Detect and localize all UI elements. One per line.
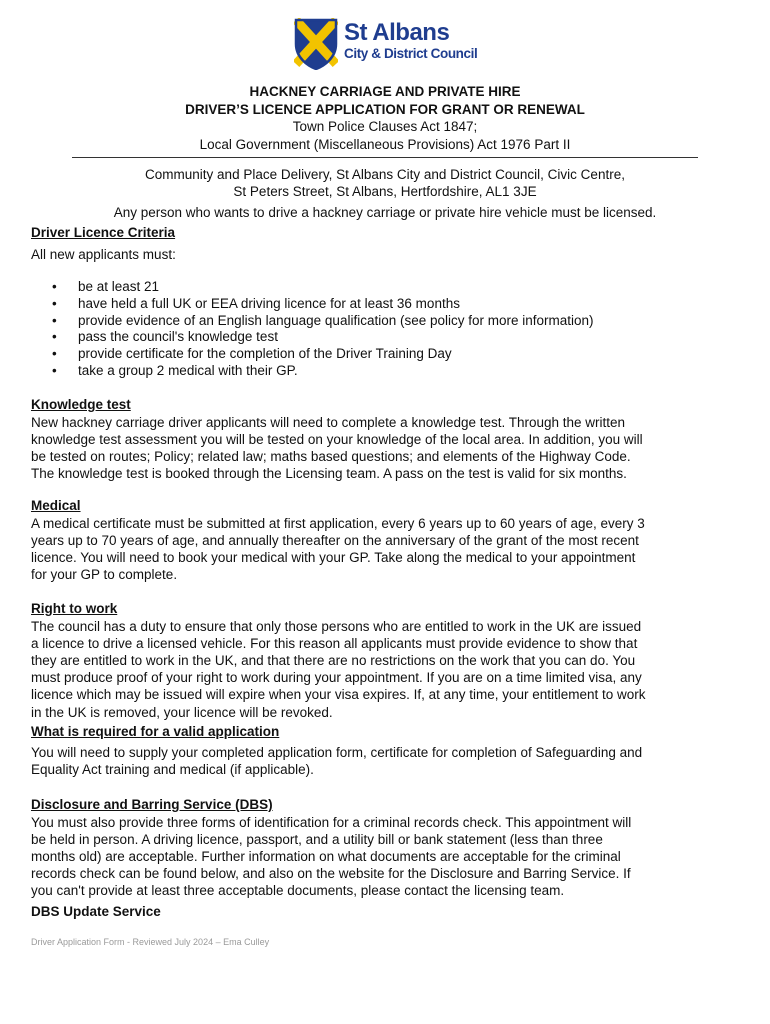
list-item bbox=[52, 312, 594, 330]
dbs-line: You must also provide three forms of identification for a criminal records check. This appointment will bbox=[31, 814, 632, 830]
bullet-icon: • bbox=[52, 312, 57, 328]
list-item bbox=[52, 346, 594, 363]
council-logo bbox=[294, 18, 484, 70]
logo-name: St Albans bbox=[344, 19, 450, 46]
dbs-line: months old) are acceptable. Further information on what documents are acceptable for the criminal bbox=[31, 848, 621, 864]
medical-line: for your GP to complete. bbox=[31, 567, 178, 583]
list-item-text: provide evidence of an English language qualification (see policy for more information) bbox=[78, 312, 594, 328]
criteria-lead: All new applicants must: bbox=[31, 247, 176, 262]
list-item bbox=[52, 362, 594, 380]
dbs-update-heading: DBS Update Service bbox=[31, 904, 161, 919]
right-to-work-line: licence which may be issued will expire when your visa expires. If, at any time, your entitlement to work bbox=[31, 687, 646, 703]
medical-line: licence. You will need to book your medical with your GP. Take along the medical to your appointment bbox=[31, 549, 636, 565]
right-to-work-line: The council has a duty to ensure that only those persons who are entitled to work in the UK are issued bbox=[31, 618, 642, 634]
bullet-icon: • bbox=[52, 279, 57, 294]
dbs-line: records check can be found below, and also on the website for the Disclosure and Barring Service. If bbox=[31, 866, 631, 882]
knowledge-test-line: be tested on routes; Policy; related law; maths based questions; and elements of the Highway Code. bbox=[31, 448, 631, 464]
knowledge-test-line: New hackney carriage driver applicants will need to complete a knowledge test. Through the written bbox=[31, 414, 626, 430]
council-crest-icon bbox=[294, 18, 338, 70]
medical-line: years up to 70 years of age, and annually thereafter on the anniversary of the grant of the most recent bbox=[31, 532, 639, 548]
form-act-line-1: Town Police Clauses Act 1847; bbox=[292, 119, 478, 134]
logo-subtitle: City & District Council bbox=[344, 46, 478, 61]
right-to-work-line: must produce proof of your right to work during your appointment. If you are on a time limited visa, any bbox=[31, 670, 642, 686]
right-to-work-line: in the UK is removed, your licence will be revoked. bbox=[31, 704, 333, 720]
list-item-text: provide certificate for the completion of the Driver Training Day bbox=[78, 346, 452, 362]
criteria-heading: Driver Licence Criteria bbox=[31, 225, 176, 240]
intro-text: Any person who wants to drive a hackney carriage or private hire vehicle must be licensed. bbox=[113, 205, 657, 220]
requirements-line: You will need to supply your completed application form, certificate for completion of Safeguarding and bbox=[31, 744, 643, 760]
knowledge-test-section bbox=[31, 397, 743, 482]
requirements-line: Equality Act training and medical (if applicable). bbox=[31, 761, 314, 777]
medical-heading: Medical bbox=[31, 498, 81, 513]
form-title-line-2: DRIVER’S LICENCE APPLICATION FOR GRANT OR RENEWAL bbox=[185, 101, 585, 117]
header-divider bbox=[72, 157, 698, 158]
list-item-text: pass the council's knowledge test bbox=[78, 329, 278, 345]
right-to-work-section bbox=[31, 601, 743, 721]
dbs-line: you can't provide at least three acceptable documents, please contact the licensing team. bbox=[31, 883, 565, 899]
right-to-work-heading: Right to work bbox=[31, 601, 118, 616]
list-item-text: take a group 2 medical with their GP. bbox=[78, 362, 298, 378]
right-to-work-line: they are entitled to work in the UK, and that there are no restrictions on the work that you can do. You bbox=[31, 652, 636, 668]
bullet-icon: • bbox=[52, 329, 57, 345]
medical-section bbox=[31, 498, 743, 583]
address-line-1: Community and Place Delivery, St Albans City and District Council, Civic Centre, bbox=[145, 167, 625, 182]
medical-line: A medical certificate must be submitted at first application, every 6 years up to 60 years of age, every 3 bbox=[31, 515, 645, 531]
bullet-icon: • bbox=[52, 362, 57, 378]
criteria-list bbox=[31, 279, 594, 380]
form-title-line-1: HACKNEY CARRIAGE AND PRIVATE HIRE bbox=[249, 84, 521, 99]
bullet-icon: • bbox=[52, 295, 57, 311]
list-item bbox=[52, 279, 594, 296]
requirements-heading: What is required for a valid application bbox=[31, 724, 280, 739]
dbs-section bbox=[31, 797, 743, 900]
list-item bbox=[52, 295, 594, 313]
list-item-text: have held a full UK or EEA driving licence for at least 36 months bbox=[78, 295, 460, 311]
council-address bbox=[40, 166, 730, 200]
requirements-section bbox=[31, 724, 743, 778]
knowledge-test-line: knowledge test assessment you will be tested on your knowledge of the local area. In addition, you will bbox=[31, 431, 643, 447]
form-header bbox=[40, 83, 730, 153]
dbs-line: be held in person. A driving licence, passport, and a utility bill or bank statement (less than three bbox=[31, 831, 603, 847]
list-item-text: be at least 21 bbox=[78, 279, 160, 294]
list-item bbox=[52, 329, 594, 346]
dbs-heading: Disclosure and Barring Service (DBS) bbox=[31, 797, 273, 812]
knowledge-test-line: The knowledge test is booked through the Licensing team. A pass on the test is valid for six months. bbox=[31, 466, 627, 482]
form-act-line-2: Local Government (Miscellaneous Provisions) Act 1976 Part II bbox=[199, 136, 571, 152]
address-line-2: St Peters Street, St Albans, Hertfordshire, AL1 3JE bbox=[233, 184, 537, 199]
page-footer: Driver Application Form - Reviewed July 2024 – Ema Culley bbox=[31, 937, 270, 947]
bullet-icon: • bbox=[52, 346, 57, 362]
knowledge-test-heading: Knowledge test bbox=[31, 397, 131, 412]
right-to-work-line: a licence to drive a licensed vehicle. For this reason all applicants must provide evidence to show that bbox=[31, 635, 638, 651]
